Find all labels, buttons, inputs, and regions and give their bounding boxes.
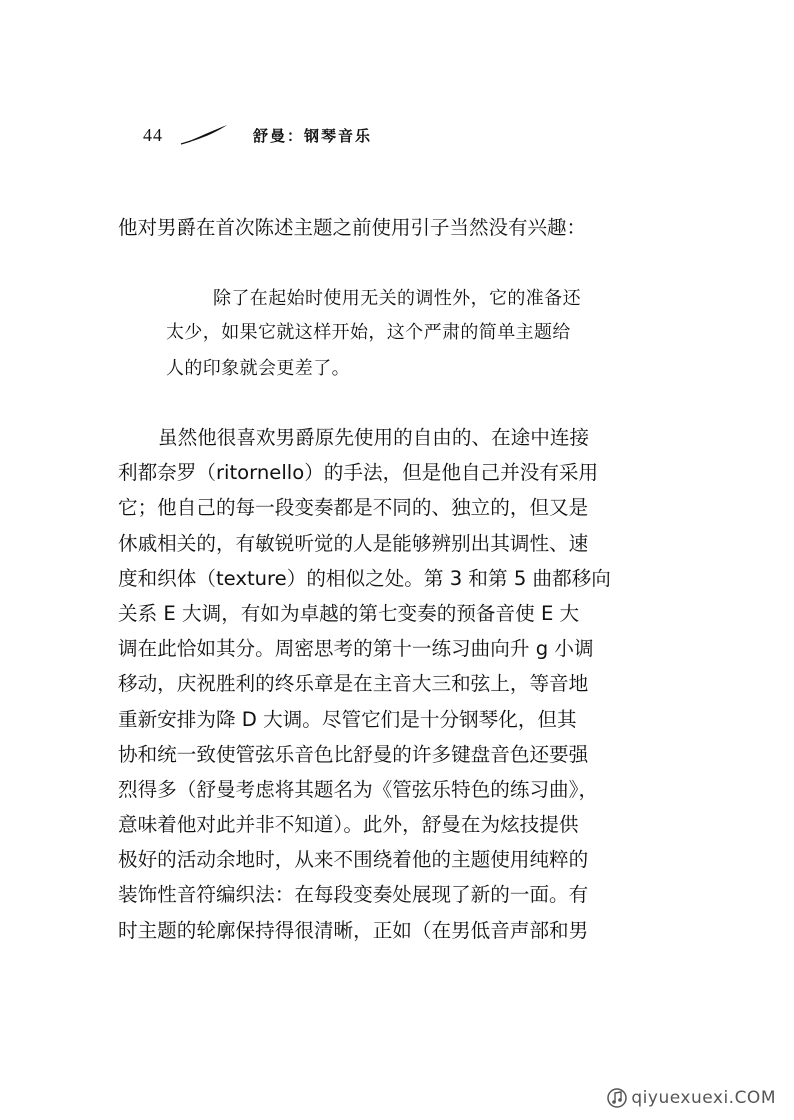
body-line: 它；他自己的每一段变奏都是不同的、独立的，但又是 [118,496,589,520]
body-line: 烈得多（舒曼考虑将其题名为《管弦乐特色的练习曲》， [118,777,599,801]
watermark-text: qiyuexuexi.COM [631,1088,776,1108]
body-line: 重新安排为降 D 大调。尽管它们是十分钢琴化，但其 [118,707,577,731]
body-line: 调在此恰如其分。周密思考的第十一练习曲向升 g 小调 [118,637,594,661]
quote-line: 除了在起始时使用无关的调性外，它的准备还 [213,288,581,309]
intro-sentence: 他对男爵在首次陈述主题之前使用引子当然没有兴趣： [118,216,587,239]
page-number: 44 [143,124,163,145]
body-paragraph [118,420,684,948]
body-line: 时主题的轮廓保持得很清晰，正如（在男低音声部和男 [118,918,589,942]
body-line: 度和织体（texture）的相似之处。第 3 和第 5 曲都移向 [118,566,611,590]
body-line: 休戚相关的，有敏锐听觉的人是能够辨别出其调性、速 [118,531,589,555]
body-line: 协和统一致使管弦乐音色比舒曼的许多键盘音色还要强 [118,742,589,766]
running-title: 舒曼：钢琴音乐 [253,126,373,145]
body-line: 意味着他对此并非不知道）。此外，舒曼在为炫技提供 [118,813,579,837]
site-watermark [607,1088,776,1108]
quote-line: 人的印象就会更差了。 [166,358,350,379]
body-line: 利都奈罗（ritornello）的手法，但是他自己并没有采用 [118,461,599,485]
music-note-logo-icon [607,1088,627,1108]
running-header [143,120,563,150]
body-line: 极好的活动余地时，从来不围绕着他的主题使用纯粹的 [118,848,589,872]
body-line: 关系 E 大调，有如为卓越的第七变奏的预备音使 E 大 [118,601,580,625]
quote-line: 太少，如果它就这样开始，这个严肃的简单主题给 [166,322,571,343]
body-line: 移动，庆祝胜利的终乐章是在主音大三和弦上，等音地 [118,672,589,696]
quill-icon [179,124,229,146]
body-line: 虽然他很喜欢男爵原先使用的自由的、在途中连接 [158,426,590,449]
body-line: 装饰性音符编织法：在每段变奏处展现了新的一面。有 [118,883,589,907]
